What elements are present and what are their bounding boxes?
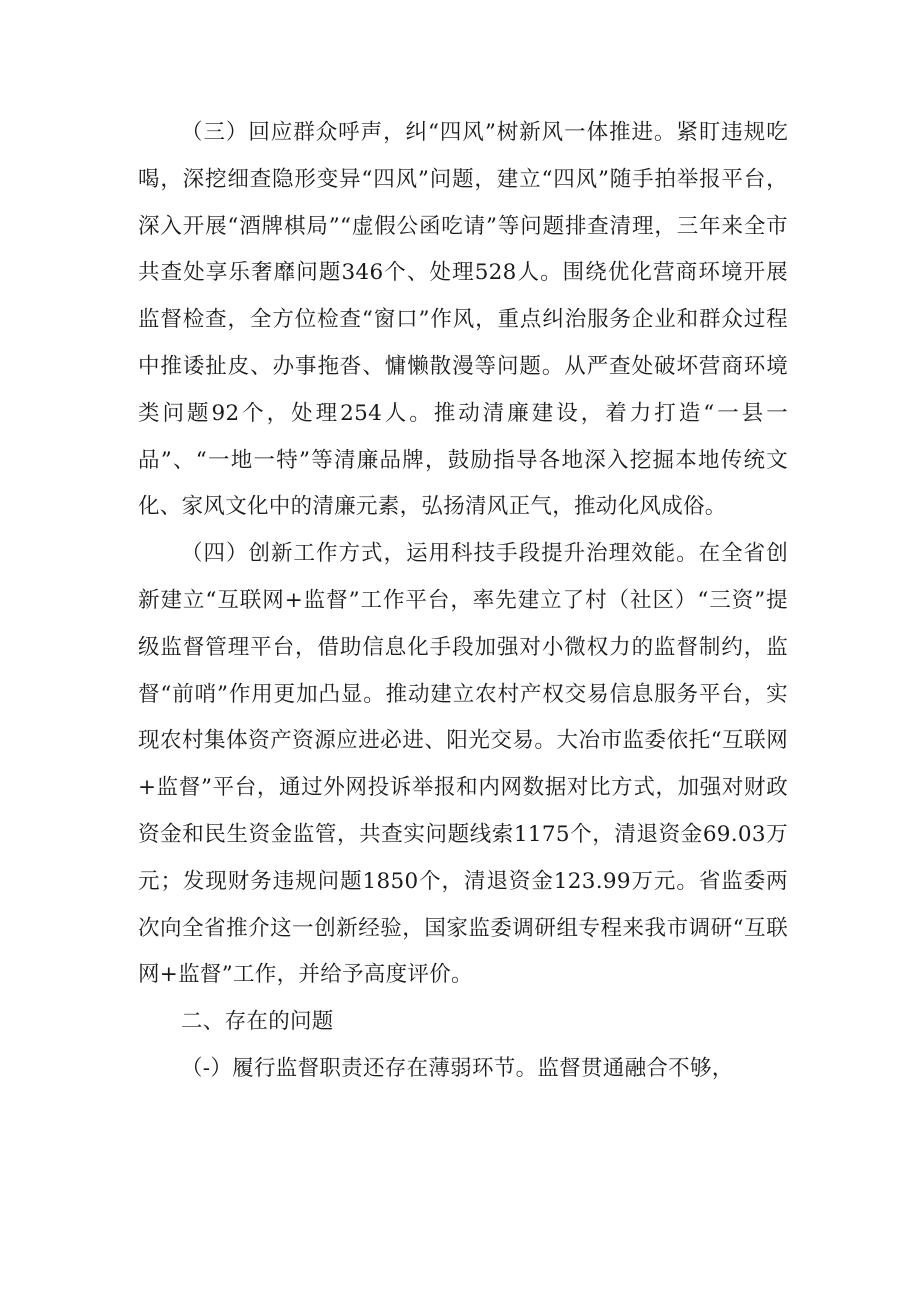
- paragraph-problem-one: （-）履行监督职责还存在薄弱环节。监督贯通融合不够，: [181, 1055, 734, 1081]
- document-body: [138, 110, 788, 1093]
- paragraph-section-three: （三）回应群众呼声，纠“四风”树新风一体推进。紧盯违规吃喝，深挖细查隐形变异“四风”问题，建立“四风”随手拍举报平台，深入开展“酒牌棋局”“虚假公函吃请”等问题排查清理，三年来全市共查处享乐奢靡问题346个、处理528人。围绕优化营商环境开展监督检查，全方位检查“窗口”作风，重点纠治服务企业和群众过程中推诿扯皮、办事拖沓、慵懒散漫等问题。从严查处破坏营商环境类问题92个，处理254人。推动清廉建设，着力打造“一县一品”、“一地一特”等清廉品牌，鼓励指导各地深入挖掘本地传统文化、家风文化中的清廉元素，弘扬清风正气，推动化风成俗。: [138, 120, 788, 520]
- heading-existing-problems: 二、存在的问题: [181, 1009, 334, 1035]
- paragraph-section-four: （四）创新工作方式，运用科技手段提升治理效能。在全省创新建立“互联网+监督”工作平台，率先建立了村（社区）“三资”提级监督管理平台，借助信息化手段加强对小微权力的监督制约，监督“前哨”作用更加凸显。推动建立农村产权交易信息服务平台，实现农村集体资产资源应进必进、阳光交易。大冶市监委依托“互联网+监督”平台，通过外网投诉举报和内网数据对比方式，加强对财政资金和民生资金监管，共查实问题线索1175个，清退资金69.03万元；发现财务违规问题1850个，清退资金123.99万元。省监委两次向全省推介这一创新经验，国家监委调研组专程来我市调研“互联网+监督”工作，并给予高度评价。: [138, 541, 788, 988]
